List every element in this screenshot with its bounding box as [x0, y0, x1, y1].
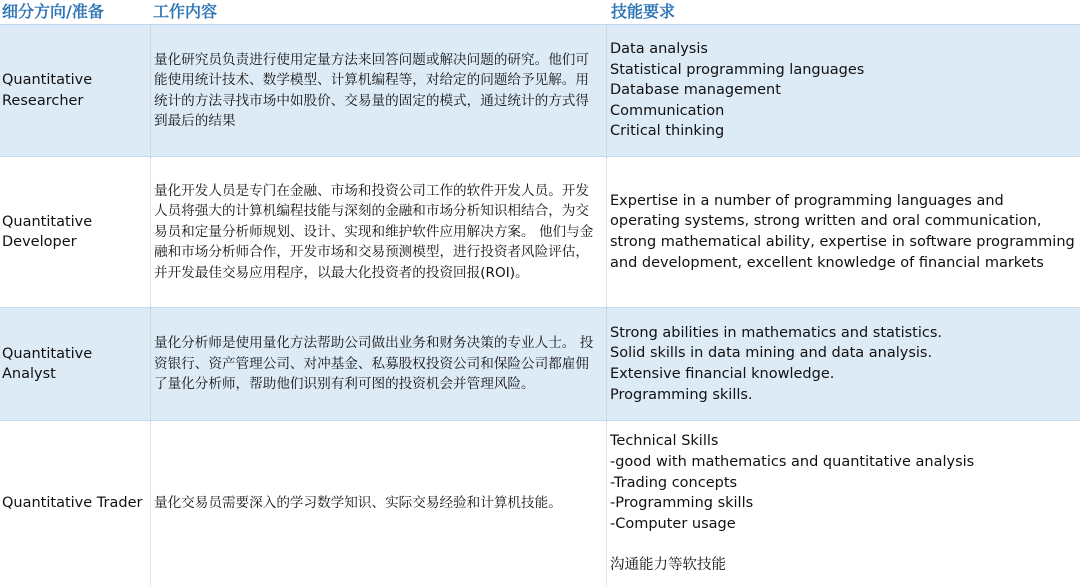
header-skills: 技能要求 — [611, 2, 676, 21]
table-row-trader — [0, 421, 1080, 586]
direction-label: Quantitative Trader — [2, 495, 143, 512]
content-text: 量化开发人员是专门在金融、市场和投资公司工作的软件开发人员。开发人员将强大的计算机编程技能与深刻的金融和市场分析知识相结合，为交易员和定量分析师规划、设计、实现和维护软件应用解决方案。 他们与金融和市场分析师合作，开发市场和交易预测模型，进行投资者风险评估，并开发最佳交易应用程序，以最大化投资者的投资回报(ROI)。 — [154, 182, 594, 281]
table-header-row — [0, 0, 1080, 25]
skills-list — [610, 39, 864, 142]
skill-spacer — [610, 534, 974, 555]
skill-item: -Computer usage — [610, 515, 736, 532]
content-cell — [150, 421, 607, 586]
direction-label: Quantitative Developer — [2, 213, 93, 250]
skill-item: -Trading concepts — [610, 474, 738, 491]
table-row-researcher — [0, 25, 1080, 157]
skill-item: Strong abilities in mathematics and statistics. — [610, 324, 943, 341]
table-row-developer — [0, 157, 1080, 308]
content-text: 量化交易员需要深入的学习数学知识、实际交易经验和计算机技能。 — [154, 495, 562, 512]
direction-cell — [0, 25, 150, 156]
direction-cell — [0, 421, 150, 586]
skill-item: 沟通能力等软技能 — [610, 556, 726, 573]
direction-label: Quantitative Analyst — [2, 345, 93, 382]
skill-item: Solid skills in data mining and data analysis. — [610, 345, 933, 362]
direction-cell — [0, 157, 150, 307]
header-content: 工作内容 — [153, 2, 218, 21]
skill-item: Critical thinking — [610, 123, 725, 140]
content-text: 量化研究员负责进行使用定量方法来回答问题或解决问题的研究。他们可能使用统计技术、数学模型、计算机编程等，对给定的问题给予见解。用统计的方法寻找市场中如股价、交易量的固定的模式，通过统计的方式得到最后的结果 — [154, 51, 589, 129]
skills-cell — [607, 25, 1080, 156]
direction-label: Quantitative Researcher — [2, 72, 93, 109]
skill-item: Data analysis — [610, 41, 708, 58]
skills-cell — [607, 308, 1080, 420]
header-direction: 细分方向/准备 — [2, 2, 104, 21]
skills-cell — [607, 157, 1080, 307]
skills-list — [610, 431, 974, 575]
skills-list — [610, 323, 942, 405]
skills-cell — [607, 421, 1080, 586]
skill-item: Technical Skills — [610, 433, 719, 450]
skill-item: Extensive financial knowledge. — [610, 366, 835, 382]
skill-item: Statistical programming languages — [610, 61, 865, 78]
skill-item: Communication — [610, 102, 725, 119]
skill-item: -good with mathematics and quantitative analysis — [610, 454, 975, 471]
direction-cell — [0, 308, 150, 420]
content-cell — [150, 308, 607, 420]
skill-item: Programming skills. — [610, 386, 753, 403]
skills-text: Expertise in a number of programming languages and operating systems, strong written and oral communication, strong mathematical ability, expertise in software programming and development, excellent knowledge of financial markets — [610, 192, 1075, 271]
content-cell — [150, 25, 607, 156]
skill-item: Database management — [610, 82, 781, 99]
skill-item: -Programming skills — [610, 495, 754, 512]
table-row-analyst — [0, 308, 1080, 421]
content-cell — [150, 157, 607, 307]
content-text: 量化分析师是使用量化方法帮助公司做出业务和财务决策的专业人士。 投资银行、资产管理公司、对冲基金、私募股权投资公司和保险公司都雇佣了量化分析师，帮助他们识别有利可图的投资机会并管理风险。 — [154, 335, 594, 393]
